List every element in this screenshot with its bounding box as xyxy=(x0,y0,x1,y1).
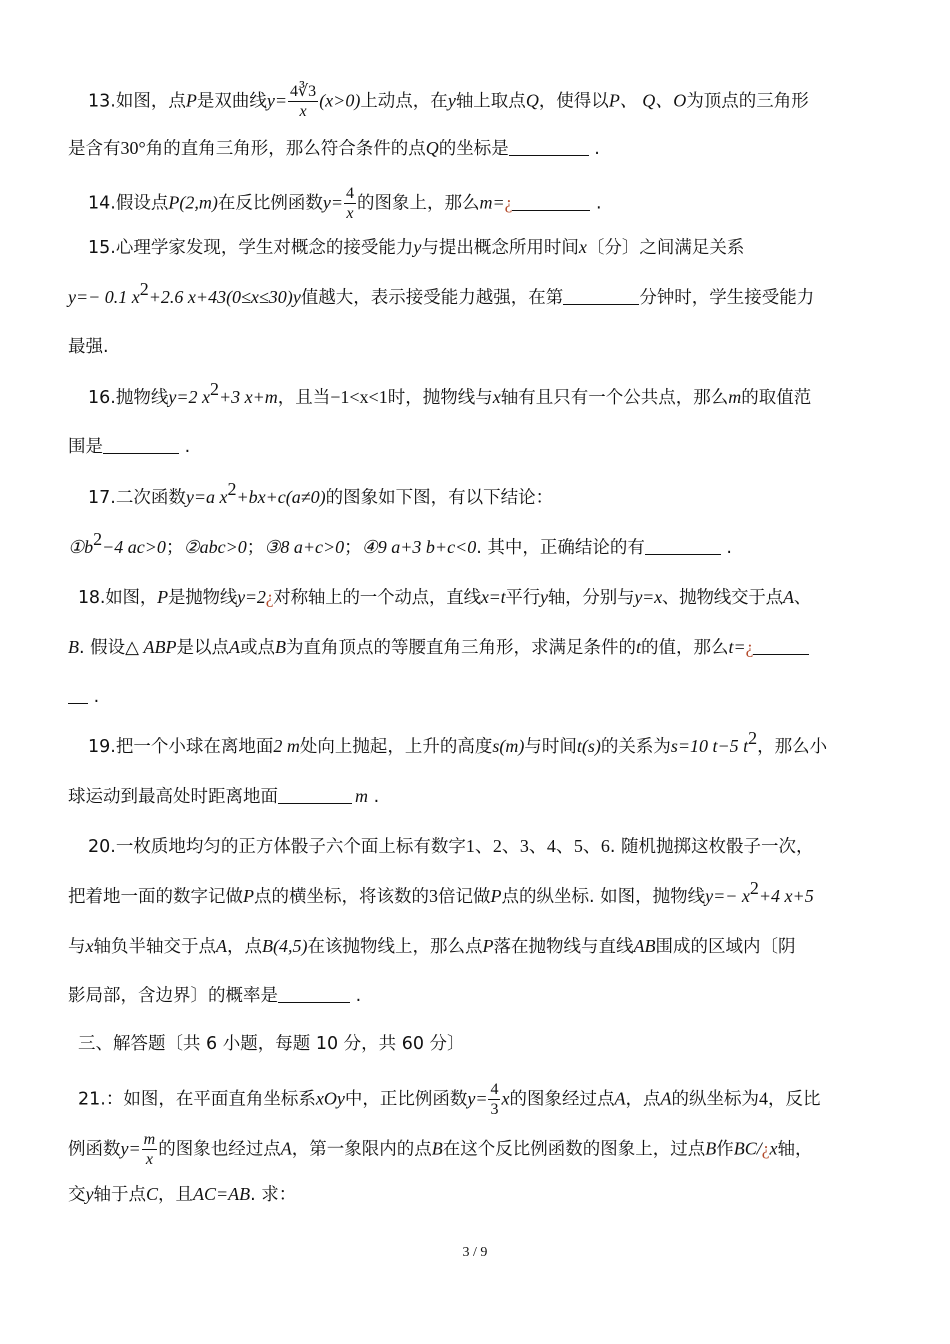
point-p: P(2,m) xyxy=(168,192,218,213)
q15-text: 分钟时，学生接受能力 xyxy=(639,288,815,308)
q16-text: 时，抛物线与 xyxy=(387,388,493,408)
eq-y: y= xyxy=(266,90,287,111)
q13-text: 的坐标是 xyxy=(438,139,509,159)
var-a: A xyxy=(660,1088,672,1109)
q18-text: 或点 xyxy=(239,638,275,658)
q16-text: ，且当 xyxy=(277,388,331,408)
coordinate-system: xOy xyxy=(315,1088,345,1109)
points-pqo: P、 Q、O xyxy=(608,90,687,111)
q16-text: 围是 xyxy=(68,437,103,457)
q18-line3 xyxy=(68,684,99,710)
q21-line2 xyxy=(68,1130,813,1169)
var-p: P xyxy=(243,886,254,906)
equation: +3 x+m xyxy=(218,387,278,407)
q15-text: 15.心理学家发现，学生对概念的接受能力 xyxy=(88,238,414,258)
var-x: x xyxy=(501,1088,510,1109)
separator: ； xyxy=(165,538,184,558)
glyph: ¿ xyxy=(504,192,513,213)
var-s: s(m) xyxy=(492,736,525,756)
var-p: P xyxy=(185,90,197,111)
q18-text: 轴，分别与 xyxy=(547,588,635,608)
eq-y: y= xyxy=(120,1138,141,1159)
point-b: B(4,5) xyxy=(262,936,308,956)
q21-text: 21.：如图，在平面直角坐标系 xyxy=(78,1089,316,1110)
q21-text: ，反比 xyxy=(767,1089,821,1110)
q15-line1 xyxy=(88,234,744,261)
q18-text: 18.如图， xyxy=(78,588,158,608)
var-p: P xyxy=(482,936,494,956)
q19-line1 xyxy=(88,728,828,760)
q16-text: 16.抛物线 xyxy=(88,388,169,408)
var-a: A xyxy=(280,1138,292,1159)
conclusion-2: ②abc>0 xyxy=(183,537,247,557)
exponent: 2 xyxy=(139,279,149,299)
fraction-numerator: 4 xyxy=(490,1081,499,1098)
q14-text: . xyxy=(595,193,602,214)
equation: y=2 xyxy=(237,587,266,607)
q20-line4 xyxy=(68,983,361,1009)
q21-text: 的纵坐标为 xyxy=(671,1089,759,1110)
q18-text: 是抛物线 xyxy=(167,588,238,608)
answer-blank[interactable] xyxy=(645,536,721,555)
q13-text: 是双曲线 xyxy=(196,91,267,112)
equation: y=a x xyxy=(185,487,228,507)
var-q: Q xyxy=(525,90,539,111)
q13-text: 是含有 xyxy=(68,139,121,159)
glyph: ¿ xyxy=(761,1138,770,1159)
q13-text: 13.如图，点 xyxy=(88,91,186,112)
answer-blank[interactable] xyxy=(753,636,809,655)
fraction-denominator: x xyxy=(346,205,354,222)
q18-text: 平行 xyxy=(505,588,541,608)
q20-text: 轴负半轴交于点 xyxy=(93,937,216,957)
q13-text: 角的直角三角形，那么符合条件的点 xyxy=(145,139,426,159)
equation: y=x xyxy=(634,587,662,607)
q20-line2 xyxy=(68,878,814,910)
q16-text: . xyxy=(184,437,191,457)
var-p: P xyxy=(490,886,502,906)
var-b: B xyxy=(431,1138,443,1159)
angle: 30° xyxy=(120,138,146,158)
height: 2 m xyxy=(273,736,300,756)
equation: +bx+c(a≠0) xyxy=(236,487,326,507)
q20-text: 在该抛物线上，那么点 xyxy=(307,937,483,957)
q19-text: . xyxy=(373,787,380,807)
conclusion-4: ④9 a+3 b+c<0 xyxy=(361,537,477,557)
exponent: 2 xyxy=(227,479,237,499)
q20-line3 xyxy=(68,933,795,960)
q21-text: . 求： xyxy=(250,1185,297,1205)
q20-text: 20.一枚质地均匀的正方体骰子六个面上标有数字 xyxy=(88,837,466,857)
condition: (x>0) xyxy=(319,90,361,111)
var-a: A xyxy=(614,1088,626,1109)
answer-blank[interactable] xyxy=(509,137,589,156)
q13-line2 xyxy=(68,135,600,162)
var-y: y xyxy=(540,587,548,607)
fraction xyxy=(288,82,318,121)
q20-text: 围成的区域内〔阴 xyxy=(655,937,796,957)
number: 3 xyxy=(429,886,438,906)
equation: y=− 0.1 x xyxy=(68,287,140,307)
var-y: y xyxy=(292,287,301,307)
range: −1<x<1 xyxy=(330,387,388,407)
fraction-numerator: 4∛3 xyxy=(289,83,317,100)
var-x: x xyxy=(85,936,94,956)
var-q: Q xyxy=(425,138,439,158)
q19-text: ，那么小 xyxy=(757,737,828,757)
q21-text: 轴于点 xyxy=(93,1185,146,1205)
conclusion-1: ①b xyxy=(68,537,94,557)
var-y: y xyxy=(447,90,456,111)
q21-text: 的图象也经过点 xyxy=(158,1139,281,1160)
q19-text: 与时间 xyxy=(524,737,577,757)
q13-text: 上动点，在 xyxy=(360,91,448,112)
q18-text: 为直角顶点的等腰直角三角形，求满足条件的 xyxy=(285,638,636,658)
q20-text: 落在抛物线与直线 xyxy=(493,937,634,957)
q18-text: 对称轴上的一个动点，直线 xyxy=(273,588,481,608)
q21-text: 轴， xyxy=(777,1139,813,1160)
q18-text: 是以点 xyxy=(176,638,229,658)
triangle: △ ABP xyxy=(125,637,177,657)
q18-text: 、 xyxy=(793,588,812,608)
q14-text: 在反比例函数 xyxy=(217,193,323,214)
q20-text: 把着地一面的数字记做 xyxy=(68,887,243,907)
q20-text: ，点 xyxy=(227,937,262,957)
var-x: x xyxy=(578,237,587,257)
q20-text: 点的纵坐标. 如图，抛物线 xyxy=(501,887,706,907)
q21-text: 作 xyxy=(716,1139,734,1160)
q13-text: 轴上取点 xyxy=(455,91,526,112)
q21-text: 交 xyxy=(68,1185,86,1205)
q15-line2 xyxy=(68,279,815,311)
q18-text: 、抛物线交于点 xyxy=(661,588,783,608)
var-b: B xyxy=(68,637,79,657)
q21-text: 在这个反比例函数的图象上，过点 xyxy=(442,1139,706,1160)
eq-t: t= xyxy=(728,637,746,657)
fraction xyxy=(488,1080,500,1119)
q21-line3 xyxy=(68,1181,296,1208)
q17-line1 xyxy=(88,479,554,511)
q19-text: 处向上抛起，上升的高度 xyxy=(299,737,493,757)
q15-text: 值越大，表示接受能力越强，在第 xyxy=(300,288,564,308)
equation: y=2 x xyxy=(168,387,210,407)
fraction-numerator: m xyxy=(143,1131,156,1148)
eq-y: y= xyxy=(322,192,343,213)
q20-text: . 随机抛掷这枚骰子一次， xyxy=(609,837,814,857)
equation: +2.6 x+43(0≤x≤30) xyxy=(148,287,293,307)
conclusion-1: −4 ac>0 xyxy=(102,537,166,557)
var-t: t(s) xyxy=(576,736,601,756)
q18-text: . 假设 xyxy=(79,638,126,658)
q17-text: . 其中，正确结论的有 xyxy=(476,538,645,558)
fraction-denominator: x xyxy=(299,103,307,120)
q21-text: 例函数 xyxy=(68,1139,121,1160)
q13-line1 xyxy=(88,82,809,121)
q19-line2 xyxy=(68,783,379,810)
equation: AC=AB xyxy=(193,1184,251,1204)
q21-text: ，第一象限内的点 xyxy=(291,1139,432,1160)
exponent: 2 xyxy=(749,878,759,898)
q16-line1 xyxy=(88,379,812,411)
q14-text: 14.假设点 xyxy=(88,193,169,214)
fraction xyxy=(344,184,356,223)
var-x: x xyxy=(769,1138,778,1159)
q13-text: . xyxy=(594,139,600,159)
var-t: t xyxy=(635,637,641,657)
var-c: C xyxy=(146,1184,159,1204)
q21-line1 xyxy=(78,1080,820,1119)
var-b: B xyxy=(705,1138,717,1159)
var-m: m xyxy=(728,387,742,407)
page-number: 3 / 9 xyxy=(462,1245,488,1260)
q19-text: 的关系为 xyxy=(600,737,671,757)
fraction-denominator: 3 xyxy=(490,1101,499,1118)
q20-text: 倍记做 xyxy=(438,887,491,907)
var-x: x xyxy=(492,387,501,407)
exponent: 2 xyxy=(209,379,219,399)
q20-text: . xyxy=(355,986,362,1006)
q16-text: 的取值范 xyxy=(741,388,812,408)
separator: ； xyxy=(344,538,362,558)
var-b: B xyxy=(274,637,286,657)
answer-blank[interactable] xyxy=(278,984,350,1003)
var-y: y xyxy=(85,1184,94,1204)
fraction-numerator: 4 xyxy=(345,185,354,202)
q14-line xyxy=(88,184,602,223)
exponent: 2 xyxy=(93,529,103,549)
number: 4 xyxy=(758,1088,768,1109)
glyph: ¿ xyxy=(265,587,274,607)
var-a: A xyxy=(228,637,240,657)
q17-text: 17.二次函数 xyxy=(88,488,186,508)
segment-bc: BC/ xyxy=(733,1138,762,1159)
q17-line2 xyxy=(68,529,732,561)
q19-text: 19.把一个小球在离地面 xyxy=(88,737,274,757)
q18-line2 xyxy=(68,634,809,661)
q18-line1 xyxy=(78,584,811,611)
line-ab: AB xyxy=(633,936,656,956)
var-a: A xyxy=(216,936,227,956)
q19-text: 球运动到最高处时距离地面 xyxy=(68,787,278,807)
q17-text: . xyxy=(726,538,732,558)
glyph: ¿ xyxy=(745,637,754,657)
q21-text: ，且 xyxy=(158,1185,194,1205)
equation: s=10 t−5 t xyxy=(670,736,749,756)
var-p: P xyxy=(157,587,168,607)
q15-text: 与提出概念所用时间 xyxy=(421,238,579,258)
q17-text: 的图象如下图，有以下结论： xyxy=(325,488,554,508)
q20-text: 点的横坐标，将该数的 xyxy=(254,887,429,907)
answer-blank[interactable] xyxy=(278,785,352,804)
q16-text: 轴有且只有一个公共点，那么 xyxy=(500,388,729,408)
equation: y=− x xyxy=(705,886,750,906)
section-title: 三、解答题〔共 6 小题，每题 10 分，共 60 分〕 xyxy=(78,1034,465,1054)
q20-text: 与 xyxy=(68,937,86,957)
answer-blank[interactable] xyxy=(512,192,590,211)
q15-line3 xyxy=(68,334,109,360)
section-heading xyxy=(78,1031,465,1057)
separator: ； xyxy=(246,538,265,558)
q18-text: 的值，那么 xyxy=(640,638,729,658)
answer-blank-continued[interactable] xyxy=(68,685,88,704)
answer-blank[interactable] xyxy=(103,435,179,454)
q21-text: 的图象经过点 xyxy=(509,1089,615,1110)
exponent: 2 xyxy=(748,728,758,748)
conclusion-3: ③8 a+c>0 xyxy=(264,537,345,557)
fraction-denominator: x xyxy=(145,1151,153,1168)
q13-text: ，使得以 xyxy=(538,91,609,112)
q16-line2 xyxy=(68,434,190,460)
answer-blank[interactable] xyxy=(563,286,639,305)
var-y: y xyxy=(413,237,422,257)
dice-numbers: 1、2、3、4、5、6 xyxy=(465,836,610,856)
q15-text: 最强. xyxy=(68,337,109,357)
var-a: A xyxy=(782,587,794,607)
eq-y: y= xyxy=(467,1088,488,1109)
equation: +4 x+5 xyxy=(758,886,814,906)
eq-m: m= xyxy=(479,192,505,213)
unit-m: m xyxy=(355,786,368,806)
q18-text: . xyxy=(93,687,100,707)
q20-text: 影局部，含边界〕的概率是 xyxy=(68,986,278,1006)
equation: x=t xyxy=(480,587,506,607)
q21-text: ，点 xyxy=(625,1089,661,1110)
q15-text: 〔分〕之间满足关系 xyxy=(586,238,745,258)
q14-text: 的图象上，那么 xyxy=(356,193,480,214)
q13-text: 为顶点的三角形 xyxy=(686,91,809,112)
q20-line1 xyxy=(88,833,813,860)
q21-text: 中，正比例函数 xyxy=(344,1089,468,1110)
fraction xyxy=(142,1130,158,1169)
